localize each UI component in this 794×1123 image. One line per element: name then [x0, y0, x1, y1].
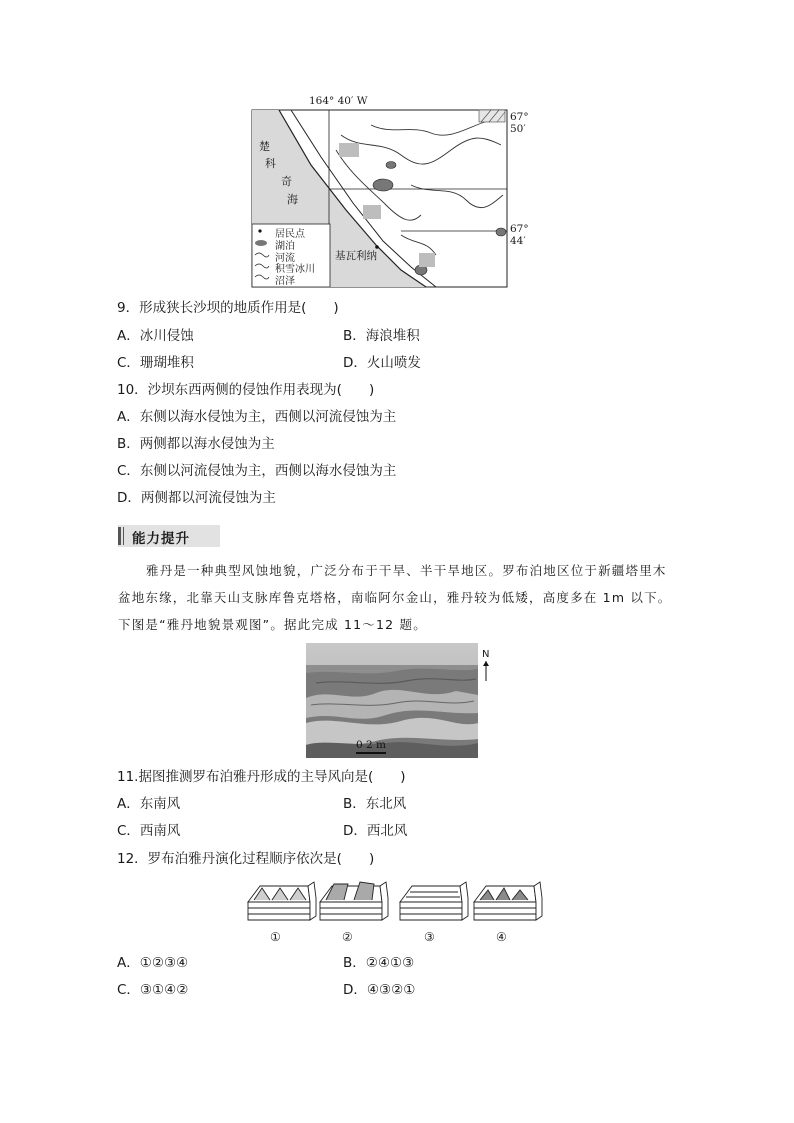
- q10-option-c: C．东侧以河流侵蚀为主，西侧以海水侵蚀为主: [117, 463, 397, 479]
- map-sea-char-4: 海: [287, 193, 298, 206]
- scale-label: 0 2 m: [356, 739, 386, 751]
- legend-settlement: 居民点: [275, 229, 305, 240]
- q11-option-c: C．西南风: [117, 823, 181, 839]
- map-sea-char-3: 奇: [281, 175, 292, 188]
- yardang-photo: [306, 643, 490, 758]
- block-4: [474, 882, 542, 920]
- q9-option-a: A．冰川侵蚀: [117, 328, 194, 344]
- q11-option-b: B．东北风: [343, 796, 407, 812]
- legend-river: 河流: [275, 253, 295, 264]
- q12-stem: 12．罗布泊雅丹演化过程顺序依次是( ): [117, 851, 375, 867]
- map-longitude-label: 164° 40′ W: [309, 95, 368, 107]
- q11-option-d: D．西北风: [343, 823, 408, 839]
- evolution-blocks-graphic: [244, 872, 550, 930]
- q9-option-c: C．珊瑚堆积: [117, 355, 194, 371]
- block-1: [248, 882, 316, 920]
- q11-stem: 11.据图推测罗布泊雅丹形成的主导风向是( ): [117, 769, 406, 785]
- q9-stem: 9．形成狭长沙坝的地质作用是( ): [117, 300, 339, 316]
- map-sea-char-1: 楚: [259, 140, 270, 153]
- legend-swamp: 沼泽: [275, 276, 295, 287]
- q11-option-a: A．东南风: [117, 796, 181, 812]
- q9-option-b: B．海浪堆积: [343, 328, 420, 344]
- north-arrow-icon: [483, 661, 489, 681]
- section-header: [118, 525, 220, 547]
- map-sea-char-2: 科: [265, 157, 276, 170]
- passage-line-2: 盆地东缘，北靠天山支脉库鲁克塔格，南临阿尔金山，雅丹较为低矮，高度多在 1m 以下。: [118, 590, 672, 605]
- legend-lake: 湖泊: [275, 241, 295, 252]
- yardang-evolution-figure: [244, 872, 550, 944]
- q12-option-c: C．③①④②: [117, 982, 189, 998]
- map-latitude-bottom: 67° 44′: [510, 223, 529, 247]
- passage-line-3: 下图是“雅丹地貌景观图”。据此完成 11～12 题。: [118, 617, 427, 632]
- figure-label-2: ②: [342, 930, 353, 944]
- q12-option-d: D．④③②①: [343, 982, 416, 998]
- figure-label-4: ④: [496, 930, 507, 944]
- q12-option-b: B．②④①③: [343, 955, 415, 971]
- figure-label-3: ③: [424, 930, 435, 944]
- q10-option-a: A．东侧以海水侵蚀为主，西侧以河流侵蚀为主: [117, 409, 397, 425]
- q10-option-b: B．两侧都以海水侵蚀为主: [117, 436, 275, 452]
- figure-label-1: ①: [270, 930, 281, 944]
- kivalina-map: [251, 95, 529, 289]
- map-latitude-top: 67° 50′: [510, 111, 529, 135]
- passage-line-1: 雅丹是一种典型风蚀地貌，广泛分布于干旱、半干旱地区。罗布泊地区位于新疆塔里木: [146, 563, 667, 578]
- block-2: [320, 882, 388, 920]
- section-bar-icon: [118, 527, 121, 545]
- north-label: N: [482, 649, 490, 660]
- yardang-photo-graphic: [306, 643, 478, 758]
- section-bar-thin-icon: [123, 527, 124, 545]
- scale-bar: [356, 752, 386, 754]
- legend-glacier: 积雪冰川: [275, 264, 315, 275]
- map-town-label: 基瓦利纳: [335, 250, 377, 262]
- section-title: 能力提升: [132, 531, 190, 547]
- q10-option-d: D．两侧都以河流侵蚀为主: [117, 490, 276, 506]
- q10-stem: 10．沙坝东西两侧的侵蚀作用表现为( ): [117, 382, 375, 398]
- q12-option-a: A．①②③④: [117, 955, 189, 971]
- block-3: [400, 882, 468, 920]
- q9-option-d: D．火山喷发: [343, 355, 421, 371]
